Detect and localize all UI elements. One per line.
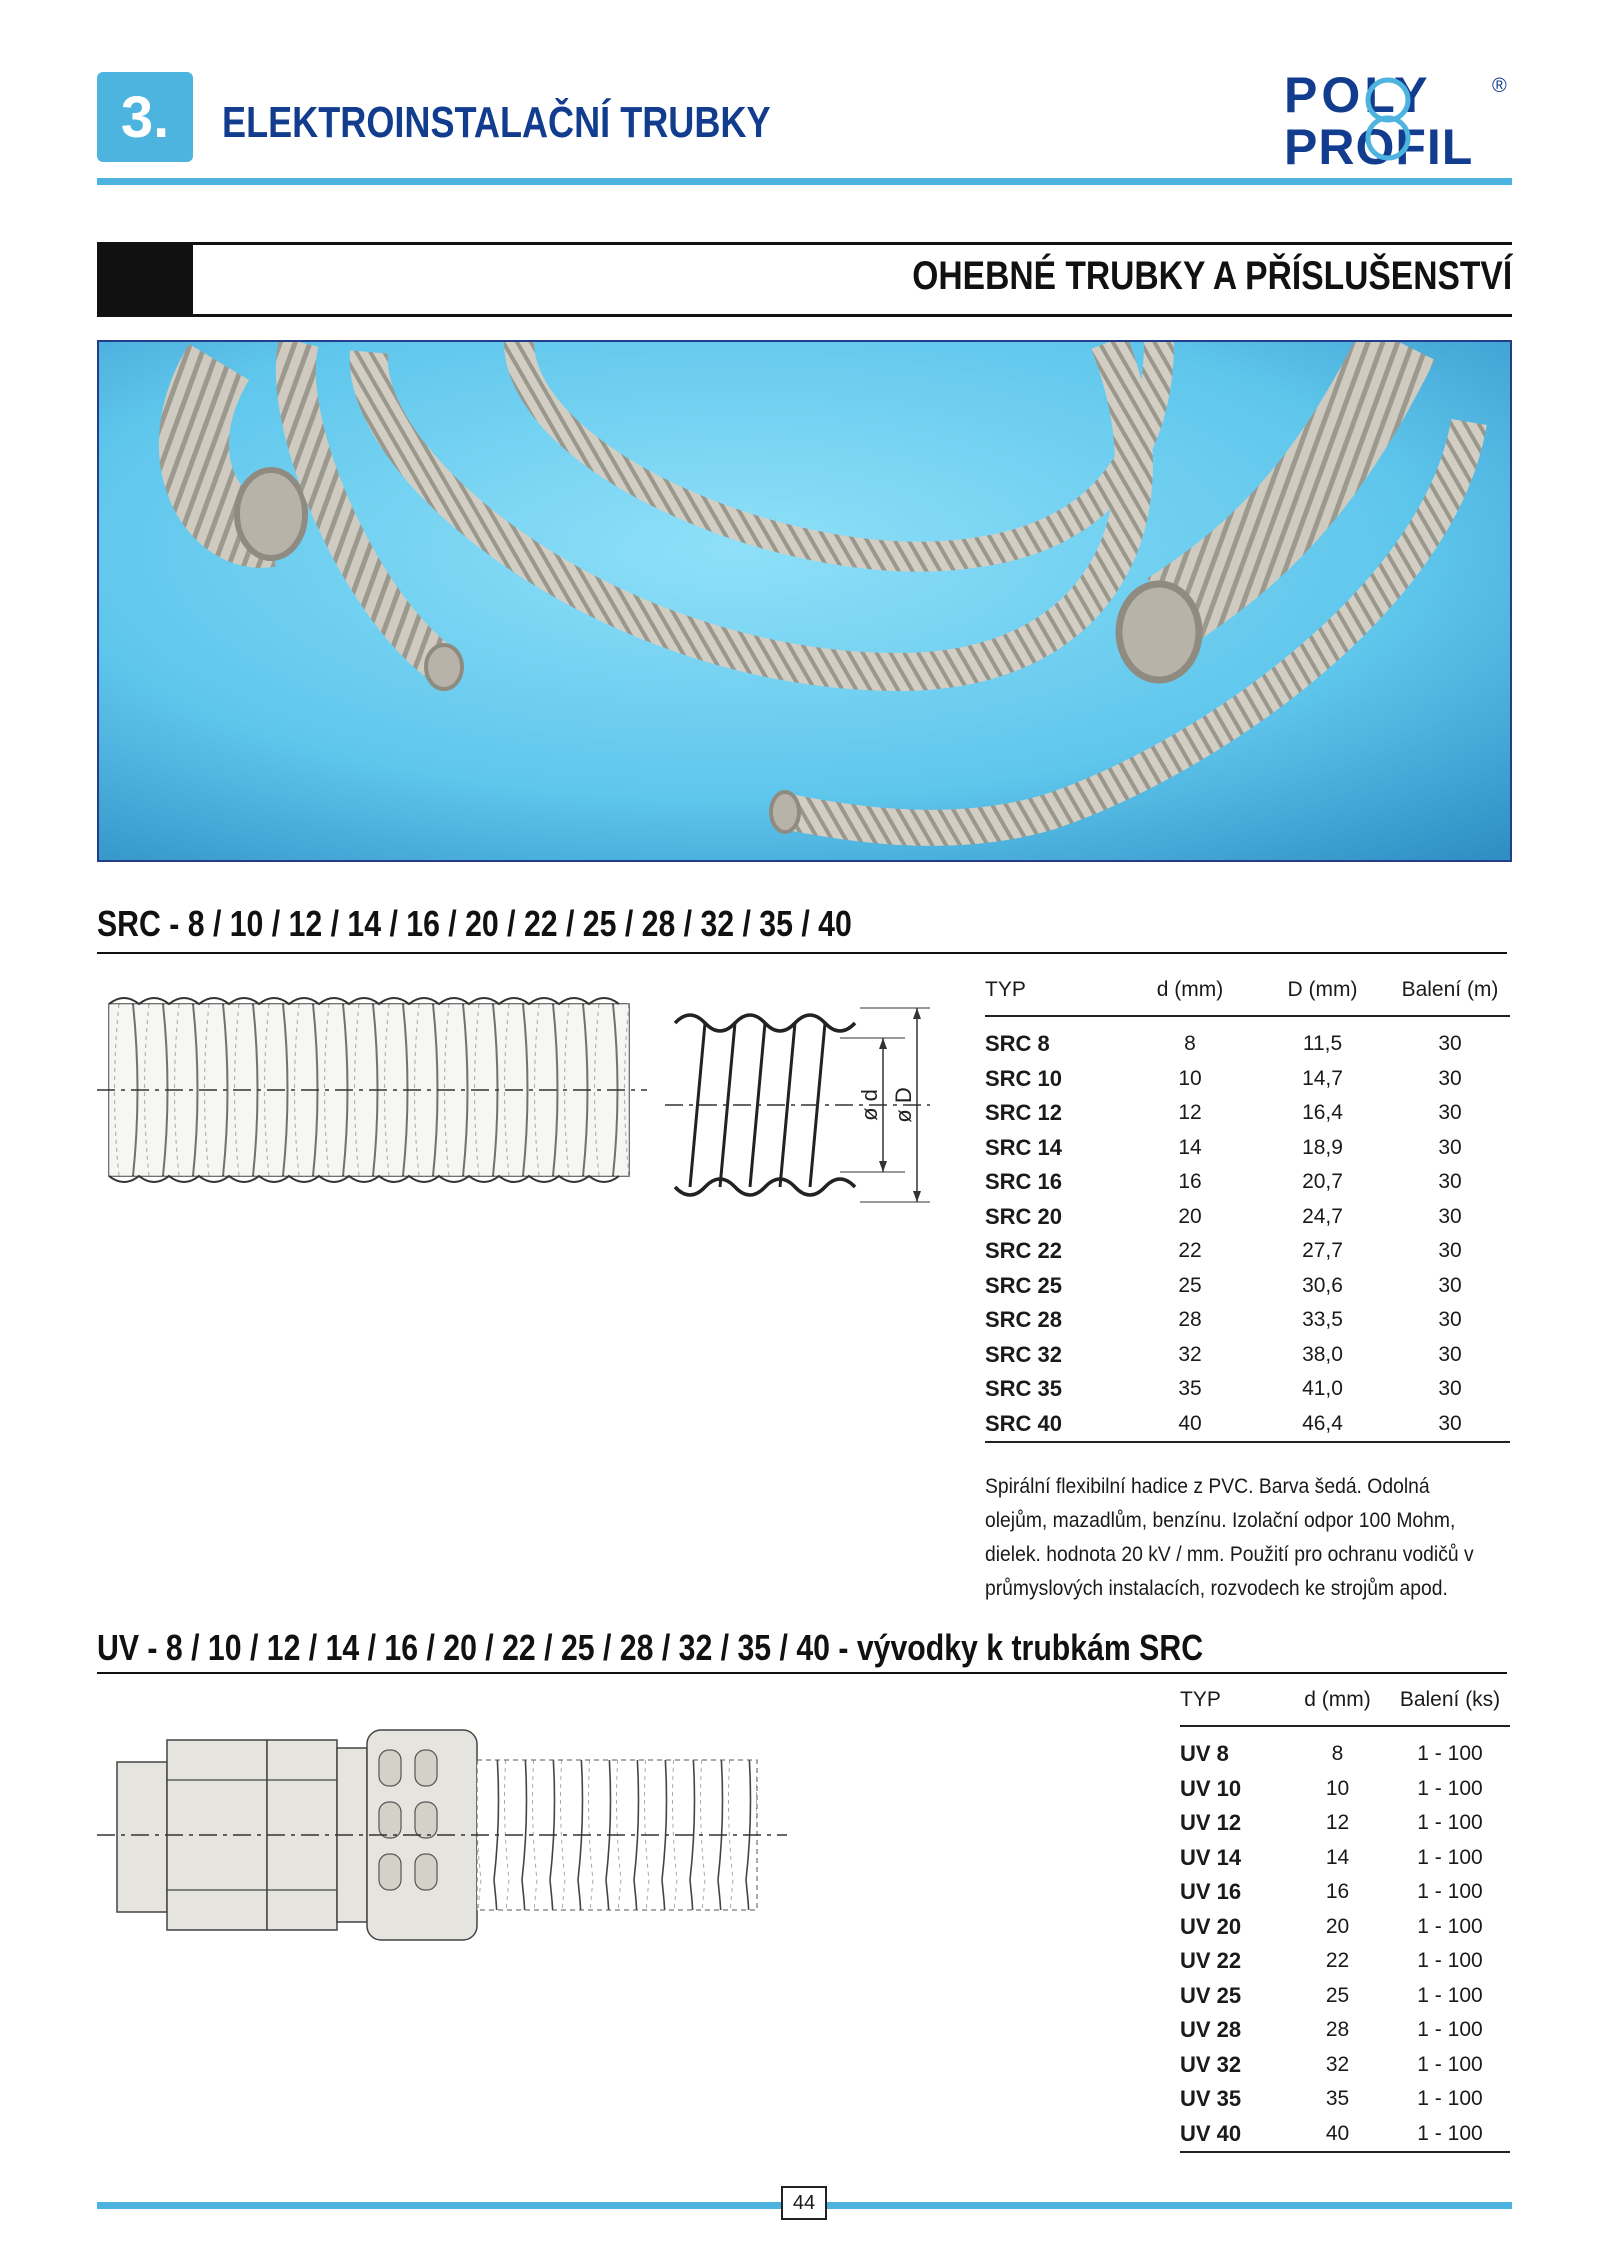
cell-typ: UV 40 xyxy=(1180,2117,1285,2153)
cell-baleni: 1 - 100 xyxy=(1390,2117,1510,2153)
cell-baleni: 1 - 100 xyxy=(1417,1914,1483,1938)
diameter-D-label: ø D xyxy=(891,1087,916,1123)
footer-rule-right xyxy=(827,2202,1512,2209)
cell-d: 28 xyxy=(1325,2018,1350,2042)
uv-heading: UV - 8 / 10 / 12 / 14 / 16 / 20 / 22 / 25 / 28 / 32 / 35 / 40 - vývodky k trubkám SRC xyxy=(97,1627,1204,1668)
table-row xyxy=(1180,1841,1510,1876)
cell-baleni: 30 xyxy=(1438,1308,1462,1332)
cell-baleni: 1 - 100 xyxy=(1417,1742,1483,1766)
table-row xyxy=(985,1027,1510,1062)
table-row xyxy=(1180,2082,1510,2117)
cell-baleni: 30 xyxy=(1438,1066,1462,1090)
src-col-baleni: Balení (m) xyxy=(1390,965,1510,1016)
cell-D: 41,0 xyxy=(1302,1377,1343,1401)
cell-typ: UV 14 xyxy=(1180,1844,1242,1870)
uv-gland-drawing xyxy=(97,1720,797,1950)
src-heading: SRC - 8 / 10 / 12 / 14 / 16 / 20 / 22 / 25 / 28 / 32 / 35 / 40 xyxy=(97,903,852,944)
cell-typ: SRC 10 xyxy=(985,1065,1063,1091)
cell-baleni: 30 xyxy=(1438,1377,1462,1401)
table-row xyxy=(1180,1944,1510,1979)
logo-top-text: POLY xyxy=(1284,67,1432,123)
cell-d: 20 xyxy=(1325,1914,1350,1938)
section-title: OHEBNÉ TRUBKY A PŘÍSLUŠENSTVÍ xyxy=(912,254,1512,298)
cell-d: 25 xyxy=(1178,1273,1202,1297)
table-row xyxy=(1180,1806,1510,1841)
cell-typ: SRC 40 xyxy=(985,1407,1125,1443)
cell-baleni: 30 xyxy=(1438,1135,1462,1159)
table-row xyxy=(1180,1737,1510,1772)
cell-typ: UV 32 xyxy=(1180,2051,1242,2077)
cell-d: 40 xyxy=(1285,2117,1390,2153)
cell-typ: SRC 14 xyxy=(985,1134,1063,1160)
src-description: Spirální flexibilní hadice z PVC. Barva šedá. Odolná olejům, mazadlům, benzínu. Izolační odpor 100 Mohm, dielek. hodnota 20 kV / mm. Použití pro ochranu vodičů v průmyslových instalacích, rozvodech ke strojům apod. xyxy=(985,1475,1474,1600)
cell-baleni: 30 xyxy=(1438,1204,1462,1228)
chapter-number: 3. xyxy=(120,84,170,150)
cell-d: 12 xyxy=(1325,1811,1350,1835)
table-row xyxy=(1180,2117,1510,2153)
table-row xyxy=(985,1303,1510,1338)
uv-table xyxy=(1180,1675,1510,2153)
src-col-d: d (mm) xyxy=(1125,965,1255,1016)
cell-D: 38,0 xyxy=(1302,1342,1343,1366)
cell-d: 8 xyxy=(1184,1032,1196,1056)
cell-typ: UV 35 xyxy=(1180,2086,1242,2112)
uv-col-typ: TYP xyxy=(1180,1675,1285,1726)
src-profile-drawing xyxy=(665,1005,935,1205)
cell-d: 14 xyxy=(1178,1135,1202,1159)
table-row xyxy=(985,1234,1510,1269)
cell-typ: SRC 35 xyxy=(985,1376,1063,1402)
cell-d: 32 xyxy=(1178,1342,1202,1366)
cell-d: 10 xyxy=(1178,1066,1202,1090)
cell-D: 24,7 xyxy=(1302,1204,1343,1228)
uv-table-header-row xyxy=(1180,1675,1510,1726)
cell-typ: UV 20 xyxy=(1180,1913,1242,1939)
cell-typ: UV 22 xyxy=(1180,1948,1242,1974)
src-table-header-row xyxy=(985,965,1510,1016)
cell-baleni: 30 xyxy=(1390,1407,1510,1443)
cell-typ: SRC 20 xyxy=(985,1203,1063,1229)
cell-d: 35 xyxy=(1178,1377,1202,1401)
table-row xyxy=(985,1096,1510,1131)
table-row xyxy=(985,1372,1510,1407)
cell-baleni: 30 xyxy=(1438,1273,1462,1297)
section-bar-bottom-line xyxy=(97,314,1512,317)
cell-d: 12 xyxy=(1178,1101,1202,1125)
logo-registered-mark: ® xyxy=(1492,75,1507,97)
cell-D: 30,6 xyxy=(1302,1273,1343,1297)
uv-heading-rule xyxy=(97,1672,1507,1674)
cell-baleni: 1 - 100 xyxy=(1417,1776,1483,1800)
table-row xyxy=(1180,2013,1510,2048)
footer-rule-left xyxy=(97,2202,781,2209)
cell-D: 11,5 xyxy=(1302,1032,1343,1056)
cell-typ: UV 10 xyxy=(1180,1775,1242,1801)
cell-baleni: 1 - 100 xyxy=(1417,1983,1483,2007)
cell-typ: UV 12 xyxy=(1180,1810,1242,1836)
cell-d: 40 xyxy=(1125,1407,1255,1443)
table-row xyxy=(985,1200,1510,1235)
cell-d: 22 xyxy=(1325,1949,1350,1973)
cell-baleni: 30 xyxy=(1438,1032,1462,1056)
src-heading-rule xyxy=(97,952,1507,954)
product-photo xyxy=(97,340,1512,862)
cell-D: 33,5 xyxy=(1302,1308,1343,1332)
src-table xyxy=(985,965,1510,1443)
table-row xyxy=(985,1165,1510,1200)
section-bar-top-line xyxy=(97,242,1512,245)
cell-baleni: 1 - 100 xyxy=(1417,1845,1483,1869)
src-col-typ: TYP xyxy=(985,965,1125,1016)
cell-typ: SRC 12 xyxy=(985,1100,1063,1126)
cell-d: 8 xyxy=(1331,1742,1344,1766)
uv-col-baleni: Balení (ks) xyxy=(1390,1675,1510,1726)
cell-baleni: 1 - 100 xyxy=(1417,1880,1483,1904)
cell-typ: SRC 32 xyxy=(985,1341,1063,1367)
cell-baleni: 30 xyxy=(1438,1342,1462,1366)
header-rule xyxy=(97,178,1512,185)
cell-D: 20,7 xyxy=(1302,1170,1343,1194)
cell-D: 16,4 xyxy=(1302,1101,1343,1125)
cell-D: 14,7 xyxy=(1302,1066,1343,1090)
table-row xyxy=(1180,1772,1510,1807)
table-row xyxy=(985,1269,1510,1304)
chapter-badge xyxy=(97,72,193,162)
cell-d: 16 xyxy=(1178,1170,1202,1194)
cell-typ: SRC 8 xyxy=(985,1031,1050,1057)
cell-baleni: 1 - 100 xyxy=(1417,1811,1483,1835)
cell-d: 32 xyxy=(1325,2052,1350,2076)
table-row xyxy=(1180,1979,1510,2014)
table-row xyxy=(985,1062,1510,1097)
section-bar-block xyxy=(97,242,193,317)
cell-baleni: 30 xyxy=(1438,1170,1462,1194)
cell-baleni: 30 xyxy=(1438,1101,1462,1125)
diameter-d-label: ø d xyxy=(857,1089,882,1121)
cell-baleni: 1 - 100 xyxy=(1417,2087,1483,2111)
src-col-D: D (mm) xyxy=(1255,965,1390,1016)
cell-typ: UV 8 xyxy=(1180,1741,1229,1767)
cell-typ: SRC 25 xyxy=(985,1272,1063,1298)
table-row xyxy=(985,1131,1510,1166)
page-number: 44 xyxy=(781,2186,827,2220)
cell-baleni: 30 xyxy=(1438,1239,1462,1263)
cell-d: 10 xyxy=(1325,1776,1350,1800)
cell-d: 22 xyxy=(1178,1239,1202,1263)
cell-typ: UV 28 xyxy=(1180,2017,1242,2043)
table-row xyxy=(1180,1910,1510,1945)
table-row xyxy=(985,1338,1510,1373)
uv-col-d: d (mm) xyxy=(1285,1675,1390,1726)
cell-d: 28 xyxy=(1178,1308,1202,1332)
cell-d: 14 xyxy=(1325,1845,1350,1869)
polyprofil-logo xyxy=(1270,62,1515,172)
cell-typ: SRC 22 xyxy=(985,1238,1063,1264)
logo-bottom-text: PROFIL xyxy=(1284,119,1474,172)
src-tube-drawing xyxy=(97,990,647,1190)
cell-typ: SRC 16 xyxy=(985,1169,1063,1195)
cell-d: 35 xyxy=(1325,2087,1350,2111)
chapter-title: ELEKTROINSTALAČNÍ TRUBKY xyxy=(222,98,771,147)
cell-typ: UV 16 xyxy=(1180,1879,1242,1905)
cell-baleni: 1 - 100 xyxy=(1417,2052,1483,2076)
table-row xyxy=(985,1407,1510,1443)
cell-d: 25 xyxy=(1325,1983,1350,2007)
table-row xyxy=(1180,1875,1510,1910)
cell-baleni: 1 - 100 xyxy=(1417,1949,1483,1973)
cell-D: 27,7 xyxy=(1302,1239,1343,1263)
table-row xyxy=(1180,2048,1510,2083)
cell-d: 20 xyxy=(1178,1204,1202,1228)
cell-D: 18,9 xyxy=(1302,1135,1343,1159)
tubes-photo-illustration xyxy=(99,342,1510,860)
cell-typ: SRC 28 xyxy=(985,1307,1063,1333)
cell-D: 46,4 xyxy=(1255,1407,1390,1443)
cell-d: 16 xyxy=(1325,1880,1350,1904)
cell-baleni: 1 - 100 xyxy=(1417,2018,1483,2042)
cell-typ: UV 25 xyxy=(1180,1982,1242,2008)
